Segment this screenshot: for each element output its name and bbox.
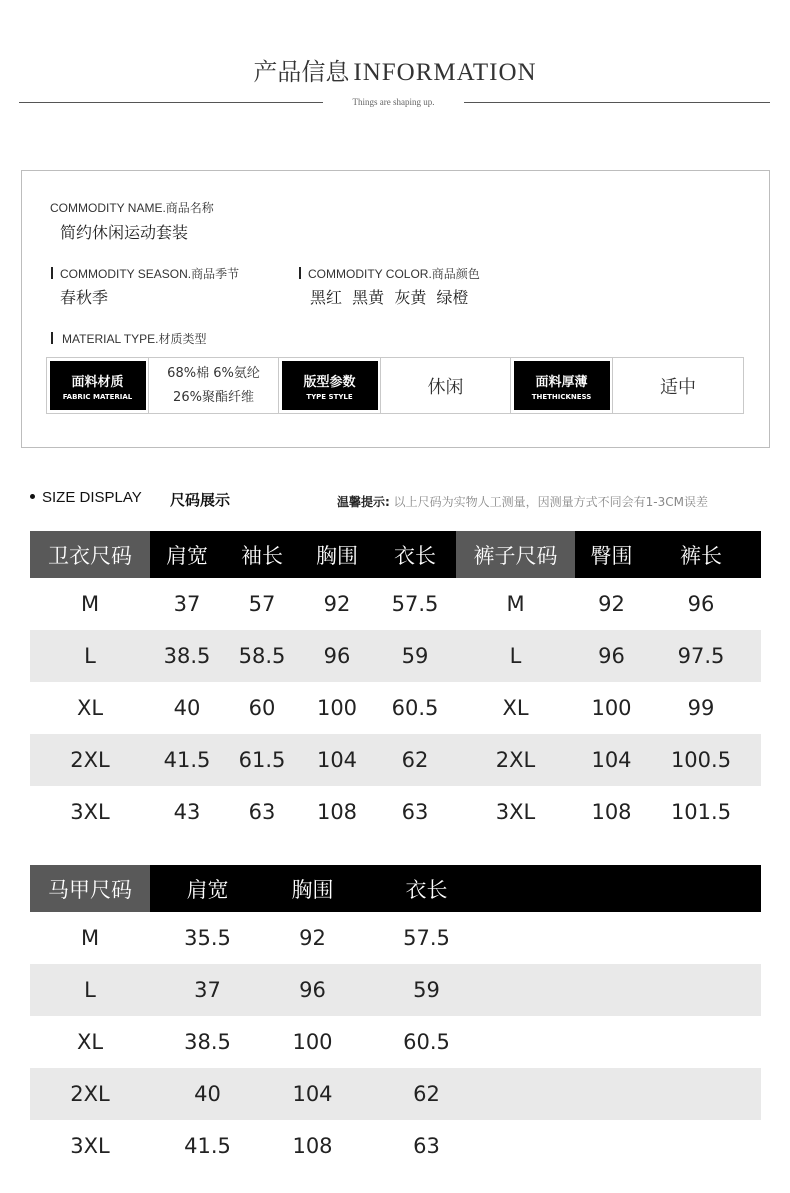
size-table1-cell: M [80,592,100,616]
size-table1-header-cell: 袖长 [241,543,283,568]
size-table2-cell: 59 [413,978,440,1002]
size-table2-header-row [30,865,761,912]
fabric-value-line2: 26%聚酯纤维 [173,389,254,405]
size-table1-cell: L [509,644,522,668]
size-table1-cell: 37 [173,592,201,616]
tip-label: 温馨提示: [337,495,390,509]
name-label: COMMODITY NAME.商品名称 [50,201,214,215]
color-label: COMMODITY COLOR.商品颜色 [308,267,480,281]
title-en: INFORMATION [353,59,537,86]
size-table1-cell: 3XL [495,800,536,824]
bullet-icon [30,494,35,499]
material-bar [51,332,53,344]
size-table2-header-cell: 肩宽 [186,877,229,902]
size-table1-header-cell: 肩宽 [166,543,208,568]
size-table2-cell: 37 [194,978,221,1002]
size-table1-cell: 40 [173,696,201,720]
size-table1-row [30,734,761,786]
size-table1-cell: 104 [316,748,358,772]
size-table1-cell: 60.5 [391,696,439,720]
size-table2-cell: 63 [413,1134,440,1158]
type-style-tag-cn: 版型参数 [303,374,356,390]
size-table2-cell: 92 [299,926,326,950]
title-cn: 产品信息 [253,58,350,86]
size-title-en: SIZE DISPLAY [42,489,142,506]
hoodie-pants-size-table [30,531,761,838]
size-table2-row [30,912,761,964]
size-table1-header-cell: 臀围 [590,543,633,568]
size-table1-cell: 96 [598,644,625,668]
size-table1-cell: 3XL [70,800,110,824]
size-table1-cell: 63 [401,800,429,824]
vest-size-table [30,865,761,1172]
size-table1-header-cell: 卫衣尺码 [30,531,150,578]
material-row [46,357,744,414]
size-table2-row [30,964,761,1016]
thickness-value: 适中 [660,376,696,398]
size-table2-cell: 100 [292,1030,333,1054]
size-table1-row [30,578,761,630]
size-table1-cell: 61.5 [238,748,286,772]
season-bar [51,267,53,279]
size-table2-cell: L [84,978,96,1002]
size-table1-header-cell: 衣长 [394,543,436,568]
size-table1-cell: 57.5 [391,592,439,616]
size-table2-cell: 108 [292,1134,333,1158]
size-table2-cell: 3XL [70,1134,110,1158]
size-display-title [30,489,142,506]
size-table2-header-cell: 胸围 [291,877,334,902]
size-table1-row [30,630,761,682]
size-table2-header-cell: 衣长 [405,877,448,902]
color-bar [299,267,301,279]
commodity-info-box [21,170,770,448]
divider-right [464,102,770,103]
type-style-tag-en: TYPE STYLE [306,392,353,401]
size-table1-cell: 43 [173,800,201,824]
size-table1-cell: 100 [591,696,632,720]
season-label: COMMODITY SEASON.商品季节 [60,267,240,281]
size-table1-cell: 59 [401,644,429,668]
size-table1-cell: 38.5 [163,644,211,668]
size-table1-cell: M [506,592,525,616]
size-table1-cell: 101.5 [670,800,732,824]
size-table2-row [30,1016,761,1068]
size-table1-cell: 62 [401,748,429,772]
size-table1-cell: L [84,644,96,668]
size-table1-row [30,786,761,838]
size-table2-cell: 40 [194,1082,221,1106]
fabric-value-line1: 68%棉 6%氨纶 [167,365,260,381]
tip-text: 以上尺码为实物人工测量，因测量方式不同会有1-3CM误差 [393,495,708,509]
size-table2-cell: 35.5 [184,926,231,950]
size-table1-header-row [30,531,761,578]
size-table2-row [30,1120,761,1172]
page-title [0,52,790,87]
size-table1-cell: 92 [323,592,351,616]
size-table1-cell: 2XL [495,748,536,772]
size-table2-cell: 96 [299,978,326,1002]
size-table1-header-cell: 胸围 [316,543,358,568]
divider-left [19,102,323,103]
size-table1-cell: 97.5 [677,644,725,668]
size-table2-cell: 2XL [70,1082,110,1106]
type-style-tag [279,358,381,413]
fabric-tag [47,358,149,413]
size-table1-cell: 58.5 [238,644,286,668]
size-table2-cell: M [80,926,100,950]
size-table1-cell: 60 [248,696,276,720]
fabric-tag-en: FABRIC MATERIAL [62,392,133,401]
size-table2-cell: 60.5 [403,1030,450,1054]
size-table1-cell: 100 [316,696,358,720]
size-table1-cell: 108 [316,800,358,824]
size-table1-cell: 99 [687,696,715,720]
subtitle: Things are shaping up. [352,97,435,107]
size-table2-row [30,1068,761,1120]
size-table1-cell: 92 [598,592,625,616]
color-value: 黑红 黑黄 灰黄 绿橙 [310,288,469,307]
size-table2-cell: 38.5 [184,1030,231,1054]
size-table1-cell: 108 [591,800,632,824]
material-label: MATERIAL TYPE.材质类型 [62,332,207,346]
size-table1-cell: XL [76,696,104,720]
size-table1-header-cell: 裤长 [680,543,722,568]
size-table1-cell: 41.5 [163,748,211,772]
size-table2-cell: 57.5 [403,926,450,950]
thickness-tag-en: THETHICKNESS [531,392,592,401]
size-table1-cell: 63 [248,800,276,824]
size-table2-cell: 104 [292,1082,333,1106]
size-title-cn: 尺码展示 [170,491,231,509]
thickness-tag [511,358,613,413]
fabric-tag-cn: 面料材质 [71,374,124,390]
size-table2-cell: XL [76,1030,104,1054]
size-table1-cell: 2XL [70,748,110,772]
size-table1-cell: 96 [323,644,351,668]
size-table1-cell: 57 [248,592,276,616]
thickness-tag-cn: 面料厚薄 [535,374,588,390]
size-table1-cell: 96 [687,592,715,616]
size-table1-header-cell: 裤子尺码 [456,531,575,578]
season-value: 春秋季 [60,288,109,307]
name-value: 简约休闲运动套装 [60,223,189,242]
size-table2-cell: 41.5 [184,1134,231,1158]
size-table1-cell: XL [502,696,529,720]
type-style-value: 休闲 [381,358,511,413]
fabric-value [149,358,279,413]
size-table1-cell: 104 [591,748,632,772]
size-table1-row [30,682,761,734]
size-tip [337,493,708,510]
size-table1-cell: 100.5 [670,748,732,772]
size-table2-cell: 62 [413,1082,440,1106]
size-table2-header-cell: 马甲尺码 [30,865,150,912]
